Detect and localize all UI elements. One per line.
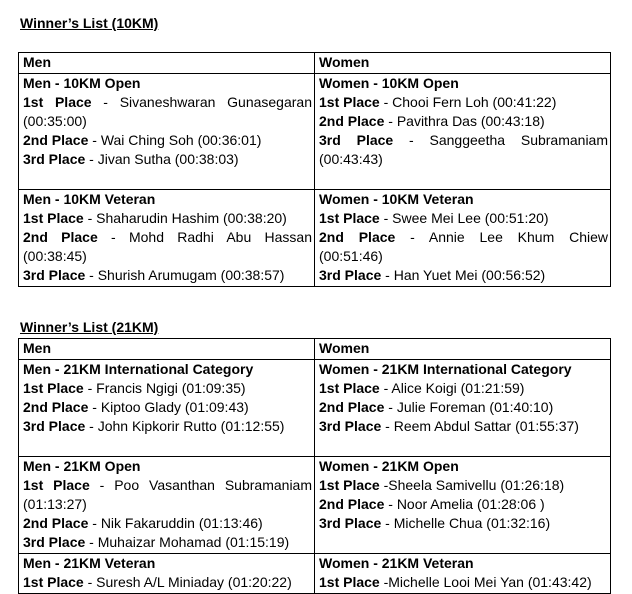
place-label: 1st Place [319,94,380,110]
category-title: Women - 21KM Open [319,458,459,474]
place-text: - Nik Fakaruddin (01:13:46) [88,515,263,531]
place-label: 3rd Place [23,418,86,434]
category-title: Men - 21KM Open [23,458,141,474]
place-line-1st [23,476,312,514]
category-cell-women [315,360,611,457]
category-row [19,74,611,190]
spacer [23,436,312,455]
category-cell-women [315,190,611,287]
place-label: 1st Place [23,574,84,590]
place-text: - Sivaneshwaran Gunasegaran (00:35:00) [23,94,312,129]
place-line-2nd [23,228,312,266]
results-table-10km [18,52,611,287]
place-label: 3rd Place [319,132,394,148]
place-label: 3rd Place [23,534,86,550]
place-text: - Poo Vasanthan Subramaniam (01:13:27) [23,477,312,512]
header-women: Women [315,53,611,74]
place-text: - Noor Amelia (01:28:06 ) [384,496,545,512]
place-label: 2nd Place [319,113,385,129]
place-line-2nd [23,514,312,533]
place-label: 1st Place [23,94,92,110]
header-women: Women [315,339,611,360]
category-cell-men [19,360,315,457]
category-title: Women - 21KM International Category [319,361,572,377]
place-line-3rd [23,150,312,169]
place-line-2nd [23,398,312,417]
category-row [19,360,611,457]
place-label: 2nd Place [23,399,89,415]
place-line-1st [23,209,312,228]
place-text: -Sheela Samivellu (01:26:18) [379,477,565,493]
place-label: 2nd Place [23,515,89,531]
place-label: 1st Place [23,477,90,493]
place-line-2nd [319,112,608,131]
place-text: - John Kipkorir Rutto (01:12:55) [85,418,285,434]
spacer [23,169,312,188]
category-title: Women - 21KM Veteran [319,555,474,571]
place-text: - Shurish Arumugam (00:38:57) [85,267,285,283]
place-label: 3rd Place [319,418,382,434]
place-line-1st [319,573,608,592]
place-text: - Sanggeetha Subramaniam (00:43:43) [319,132,609,167]
place-line-3rd [23,417,312,436]
place-line-1st [23,379,312,398]
place-text: - Shaharudin Hashim (00:38:20) [83,210,287,226]
category-title: Men - 21KM International Category [23,361,254,377]
place-text: - Julie Foreman (01:40:10) [384,399,554,415]
category-row [19,457,611,554]
place-text: - Michelle Chua (01:32:16) [381,515,551,531]
section-title-10km: Winner’s List (10KM) [20,15,159,31]
place-line-3rd [319,417,608,436]
category-row [19,190,611,287]
place-line-2nd [319,398,608,417]
place-label: 1st Place [23,210,84,226]
category-title: Men - 10KM Veteran [23,191,156,207]
place-label: 2nd Place [23,229,98,245]
place-label: 1st Place [319,210,380,226]
results-table-21km [18,338,611,594]
category-cell-men [19,457,315,554]
category-cell-men [19,190,315,287]
category-title: Men - 21KM Veteran [23,555,156,571]
place-text: - Jivan Sutha (00:38:03) [85,151,239,167]
header-row [19,339,611,360]
place-text: - Wai Ching Soh (00:36:01) [88,132,262,148]
place-line-2nd [23,131,312,150]
place-label: 3rd Place [23,151,86,167]
place-label: 1st Place [319,380,380,396]
place-text: - Suresh A/L Miniaday (01:20:22) [83,574,292,590]
category-cell-women [315,457,611,554]
place-text: - Mohd Radhi Abu Hassan (00:38:45) [23,229,312,264]
place-text: - Muhaizar Mohamad (01:15:19) [85,534,290,550]
place-line-1st [319,476,608,495]
place-line-1st [319,209,608,228]
place-label: 3rd Place [319,267,382,283]
header-men: Men [19,339,315,360]
category-title: Women - 10KM Open [319,75,459,91]
place-line-3rd [23,266,312,285]
category-title: Men - 10KM Open [23,75,141,91]
place-line-3rd [319,266,608,285]
place-text: - Francis Ngigi (01:09:35) [83,380,246,396]
section-title-21km: Winner’s List (21KM) [20,319,159,335]
place-line-2nd [319,228,608,266]
place-text: - Reem Abdul Sattar (01:55:37) [381,418,579,434]
category-cell-men [19,554,315,594]
place-text: - Han Yuet Mei (00:56:52) [381,267,546,283]
place-line-1st [23,573,312,592]
category-cell-women [315,554,611,594]
place-label: 2nd Place [319,496,385,512]
place-line-2nd [319,495,608,514]
place-line-1st [23,93,312,131]
place-line-3rd [319,514,608,533]
place-line-3rd [23,533,312,552]
place-text: - Chooi Fern Loh (00:41:22) [379,94,557,110]
place-label: 1st Place [319,574,380,590]
place-text: -Michelle Looi Mei Yan (01:43:42) [379,574,592,590]
place-label: 2nd Place [319,399,385,415]
header-men: Men [19,53,315,74]
place-text: - Swee Mei Lee (00:51:20) [379,210,549,226]
place-text: - Kiptoo Glady (01:09:43) [88,399,249,415]
header-row [19,53,611,74]
place-text: - Annie Lee Khum Chiew (00:51:46) [319,229,608,264]
category-title: Women - 10KM Veteran [319,191,474,207]
place-label: 3rd Place [23,267,86,283]
place-label: 1st Place [23,380,84,396]
place-label: 3rd Place [319,515,382,531]
place-text: - Pavithra Das (00:43:18) [384,113,545,129]
place-label: 2nd Place [319,229,396,245]
category-cell-women [315,74,611,190]
place-line-3rd [319,131,608,169]
place-line-1st [319,93,608,112]
category-row [19,554,611,594]
place-line-1st [319,379,608,398]
place-label: 2nd Place [23,132,89,148]
place-text: - Alice Koigi (01:21:59) [379,380,525,396]
category-cell-men [19,74,315,190]
place-label: 1st Place [319,477,380,493]
